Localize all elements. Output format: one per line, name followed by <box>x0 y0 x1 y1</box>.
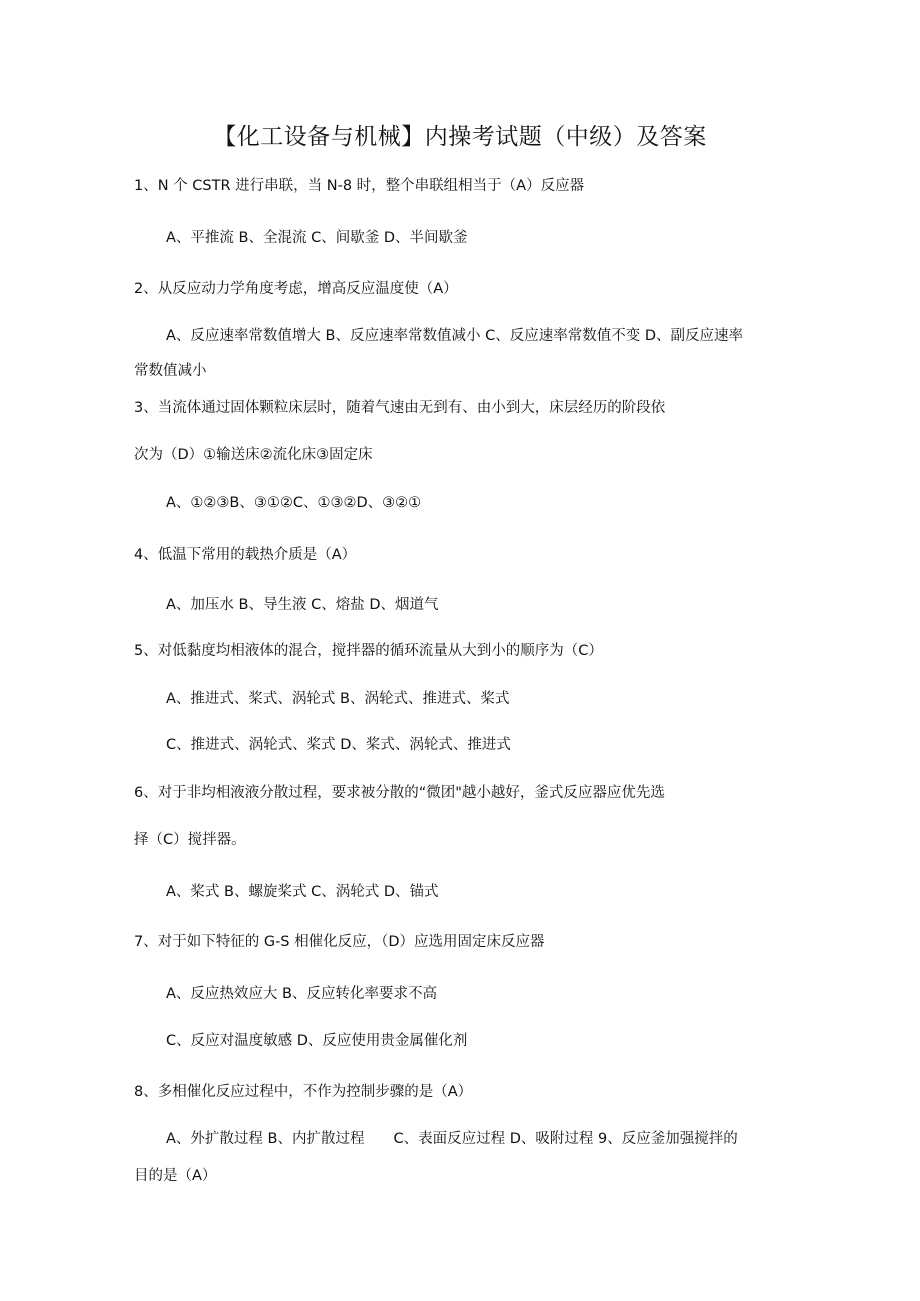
question-4-options: A、加压水 B、导生液 C、熔盐 D、烟道气 <box>166 597 439 613</box>
question-7-options-a-b: A、反应热效应大 B、反应转化率要求不高 <box>166 986 437 1002</box>
question-8-options: A、外扩散过程 B、内扩散过程 C、表面反应过程 D、吸附过程 9、反应釜加强搅拌的 <box>166 1131 738 1147</box>
question-2: 2、从反应动力学角度考虑，增高反应温度使（A） <box>134 281 458 297</box>
question-6-continued: 择（C）搅拌器。 <box>134 832 246 848</box>
question-6-options: A、桨式 B、螺旋桨式 C、涡轮式 D、锚式 <box>166 884 439 900</box>
question-3-options: A、①②③B、③①②C、①③②D、③②① <box>166 495 422 511</box>
question-9-continued: 目的是（A） <box>134 1168 217 1184</box>
question-4: 4、低温下常用的载热介质是（A） <box>134 547 357 563</box>
document-title: 【化工设备与机械】内操考试题（中级）及答案 <box>213 124 707 150</box>
question-2-options-continued: 常数值减小 <box>134 363 207 379</box>
question-6: 6、对于非均相液液分散过程，要求被分散的“微团"越小越好，釜式反应器应优先选 <box>134 785 665 801</box>
question-8: 8、多相催化反应过程中，不作为控制步骤的是（A） <box>134 1084 473 1100</box>
question-7-options-c-d: C、反应对温度敏感 D、反应使用贵金属催化剂 <box>166 1033 468 1049</box>
question-5-options-c-d: C、推进式、涡轮式、桨式 D、桨式、涡轮式、推进式 <box>166 737 511 753</box>
question-5: 5、对低黏度均相液体的混合，搅拌器的循环流量从大到小的顺序为（C） <box>134 643 603 659</box>
question-3: 3、当流体通过固体颗粒床层时，随着气速由无到有、由小到大，床层经历的阶段依 <box>134 400 666 416</box>
question-1: 1、N 个 CSTR 进行串联，当 N-8 时，整个串联组相当于（A）反应器 <box>134 178 585 194</box>
question-2-options: A、反应速率常数值增大 B、反应速率常数值减小 C、反应速率常数值不变 D、副反应速率 <box>166 328 743 344</box>
question-1-options: A、平推流 B、全混流 C、间歇釜 D、半间歇釜 <box>166 230 468 246</box>
question-3-continued: 次为（D）①输送床②流化床③固定床 <box>134 447 373 463</box>
question-7: 7、对于如下特征的 G-S 相催化反应，（D）应选用固定床反应器 <box>134 934 545 950</box>
question-5-options-a-b: A、推进式、桨式、涡轮式 B、涡轮式、推进式、桨式 <box>166 691 510 707</box>
